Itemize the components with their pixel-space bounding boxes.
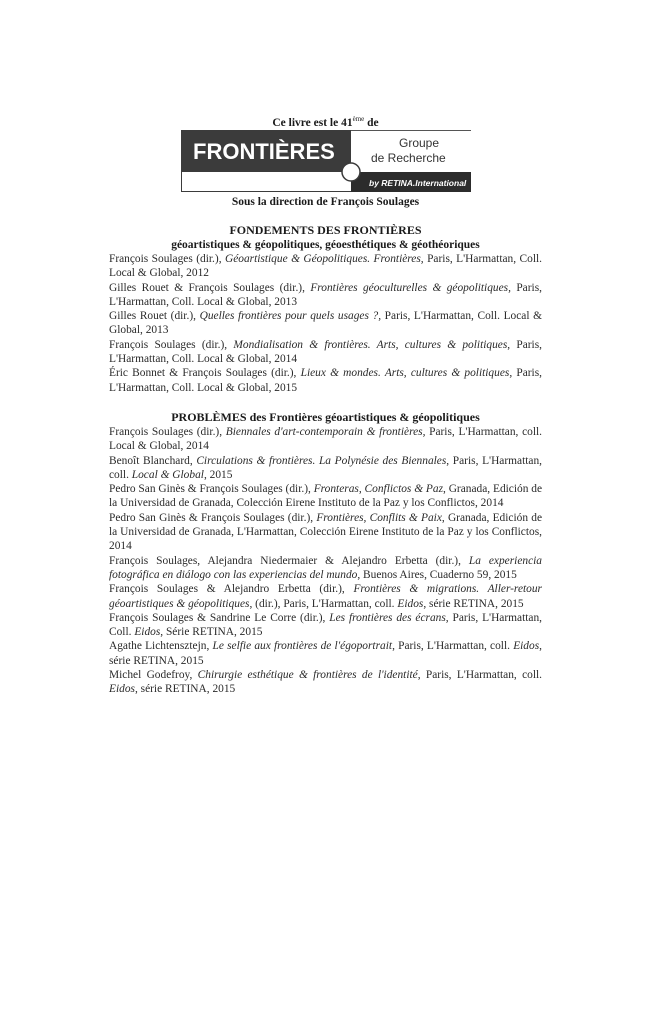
- reference-entry: [109, 482, 542, 511]
- logo-circle: [342, 163, 360, 181]
- reference-title: Frontières géoculturelles & géopolitiques,: [310, 281, 511, 294]
- section-title: FONDEMENTS DES FRONTIÈRES: [229, 223, 422, 237]
- reference-title: Circulations & frontières. La Polynésie des Biennales: [196, 454, 447, 467]
- reference-publisher: , Paris, L'Harmattan, coll.: [392, 640, 514, 653]
- reference-authors: François Soulages, Alejandra Niedermaier & Alejandro Erbetta (dir.),: [109, 554, 469, 567]
- reference-authors: Pedro San Ginès & François Soulages (dir.),: [109, 511, 317, 524]
- reference-authors: Agathe Lichtensztejn,: [109, 640, 213, 653]
- reference-title: Lieux & mondes. Arts, cultures & politiques,: [300, 367, 513, 380]
- reference-title: Géoartistique & Géopolitiques. Frontières,: [224, 253, 424, 265]
- reference-details: , série RETINA, 2015: [134, 683, 236, 696]
- intro-ordinal: ème: [352, 115, 365, 123]
- reference-authors: François Soulages (dir.),: [109, 338, 234, 351]
- reference-publisher: , (dir.), Paris, L'Harmattan, coll.: [249, 597, 398, 610]
- reference-entry: [109, 252, 542, 281]
- reference-publisher: Paris, L'Harmattan, coll. Local & Global, 2014: [109, 425, 542, 453]
- reference-details: , série RETINA, 2015: [423, 597, 524, 610]
- logo-line2: de Recherche: [370, 151, 446, 165]
- reference-publisher: , Paris, L'Harmattan, coll.: [417, 669, 542, 682]
- reference-list: [109, 425, 542, 697]
- reference-title: Mondialisation & frontières. Arts, cultures & politiques: [233, 338, 508, 351]
- logo-brand: FRONTIÈRES: [192, 139, 335, 164]
- reference-title: Fronteras, Conflictos & Paz: [313, 483, 444, 496]
- reference-title: Biennales d'art-contemporain & frontières,: [225, 425, 426, 438]
- reference-publisher: , Granada, Edición de la Universidad de Granada, Colección Eirene Instituto de la Paz y los Conflictos, 2014: [109, 483, 543, 510]
- section-title: PROBLÈMES des Frontières géoartistiques & géopolitiques: [171, 409, 480, 424]
- reference-entry: [109, 366, 542, 395]
- logo-tagline: by RETINA.International: [368, 178, 466, 188]
- reference-details: , Série RETINA, 2015: [160, 626, 263, 639]
- reference-publisher: , Paris, L'Harmattan, coll.: [109, 454, 542, 481]
- reference-entry: [109, 281, 542, 310]
- reference-collection: Local & Global: [131, 468, 204, 481]
- reference-collection: Eidos: [397, 597, 424, 610]
- reference-publisher: Paris, L'Harmattan, Coll. Local & Global, 2013: [109, 281, 542, 308]
- reference-title: Les frontières des écrans,: [329, 611, 449, 624]
- series-director: Sous la direction de François Soulages: [231, 196, 420, 208]
- reference-authors: Gilles Rouet (dir.),: [109, 310, 200, 323]
- reference-title: Quelles frontières pour quels usages ?,: [199, 310, 382, 323]
- reference-publisher: , Buenos Aires, Cuaderno 59, 2015: [357, 568, 517, 581]
- reference-authors: François Soulages (dir.),: [109, 425, 226, 438]
- reference-publisher: Paris, L'Harmattan, Coll. Local & Global, 2013: [109, 310, 542, 337]
- reference-entry: [109, 454, 542, 483]
- reference-authors: Benoît Blanchard,: [109, 454, 197, 467]
- reference-authors: Gilles Rouet & François Soulages (dir.),: [109, 281, 311, 294]
- reference-entry: [109, 668, 542, 697]
- page-content: [109, 112, 542, 697]
- reference-title: Frontières, Conflits & Paix: [316, 511, 442, 524]
- reference-publisher: Paris, L'Harmattan, Coll. Local & Global, 2015: [109, 367, 543, 394]
- frontieres-logo: [181, 130, 471, 192]
- reference-details: , série RETINA, 2015: [109, 640, 542, 667]
- reference-details: , 2015: [203, 468, 233, 481]
- reference-publisher: Paris, L'Harmattan, Coll.: [109, 611, 542, 639]
- reference-collection: Eidos: [134, 626, 161, 639]
- reference-publisher: , Paris, L'Harmattan, Coll. Local & Global, 2014: [109, 338, 542, 366]
- reference-title: Frontières & migrations. Aller-retour géoartistiques & géopolitiques: [109, 583, 542, 610]
- intro-suffix: de: [364, 116, 379, 129]
- reference-title: Le selfie aux frontières de l'égoportrait: [212, 640, 393, 653]
- reference-authors: François Soulages (dir.),: [109, 253, 225, 265]
- reference-authors: Pedro San Ginès & François Soulages (dir.),: [109, 483, 314, 496]
- logo-graphic: [181, 130, 471, 192]
- reference-entry: [109, 425, 542, 454]
- reference-publisher: Paris, L'Harmattan, Coll. Local & Global, 2012: [109, 253, 542, 280]
- intro-line: [109, 112, 542, 128]
- section-subtitle: géoartistiques & géopolitiques, géoesthétiques & géothéoriques: [171, 239, 480, 251]
- reference-authors: Michel Godefroy,: [109, 669, 198, 682]
- reference-entry: [109, 338, 542, 367]
- reference-entry: [109, 639, 542, 668]
- reference-entry: [109, 309, 542, 338]
- reference-entry: [109, 511, 542, 554]
- reference-entry: [109, 582, 542, 611]
- reference-authors: Éric Bonnet & François Soulages (dir.),: [109, 367, 301, 380]
- reference-entry: [109, 554, 542, 583]
- logo-line1: Groupe: [398, 136, 439, 150]
- reference-collection: Eidos: [109, 683, 135, 696]
- reference-collection: Eidos: [513, 640, 540, 653]
- reference-title: Chirurgie esthétique & frontières de l'identité: [197, 669, 418, 682]
- reference-entry: [109, 611, 542, 640]
- reference-authors: François Soulages & Sandrine Le Corre (dir.),: [109, 611, 330, 624]
- reference-title: La experiencia fotográfica en diálogo con las experiencias del mundo: [109, 554, 542, 581]
- reference-publisher: , Granada, Edición de la Universidad de Granada, L'Harmattan, Colección Eirene Instituto de la Paz y los Conflictos, 2014: [109, 511, 543, 553]
- intro-prefix: Ce livre est le 41: [272, 116, 353, 129]
- reference-authors: François Soulages & Alejandro Erbetta (dir.),: [109, 583, 354, 596]
- reference-list: [109, 252, 542, 395]
